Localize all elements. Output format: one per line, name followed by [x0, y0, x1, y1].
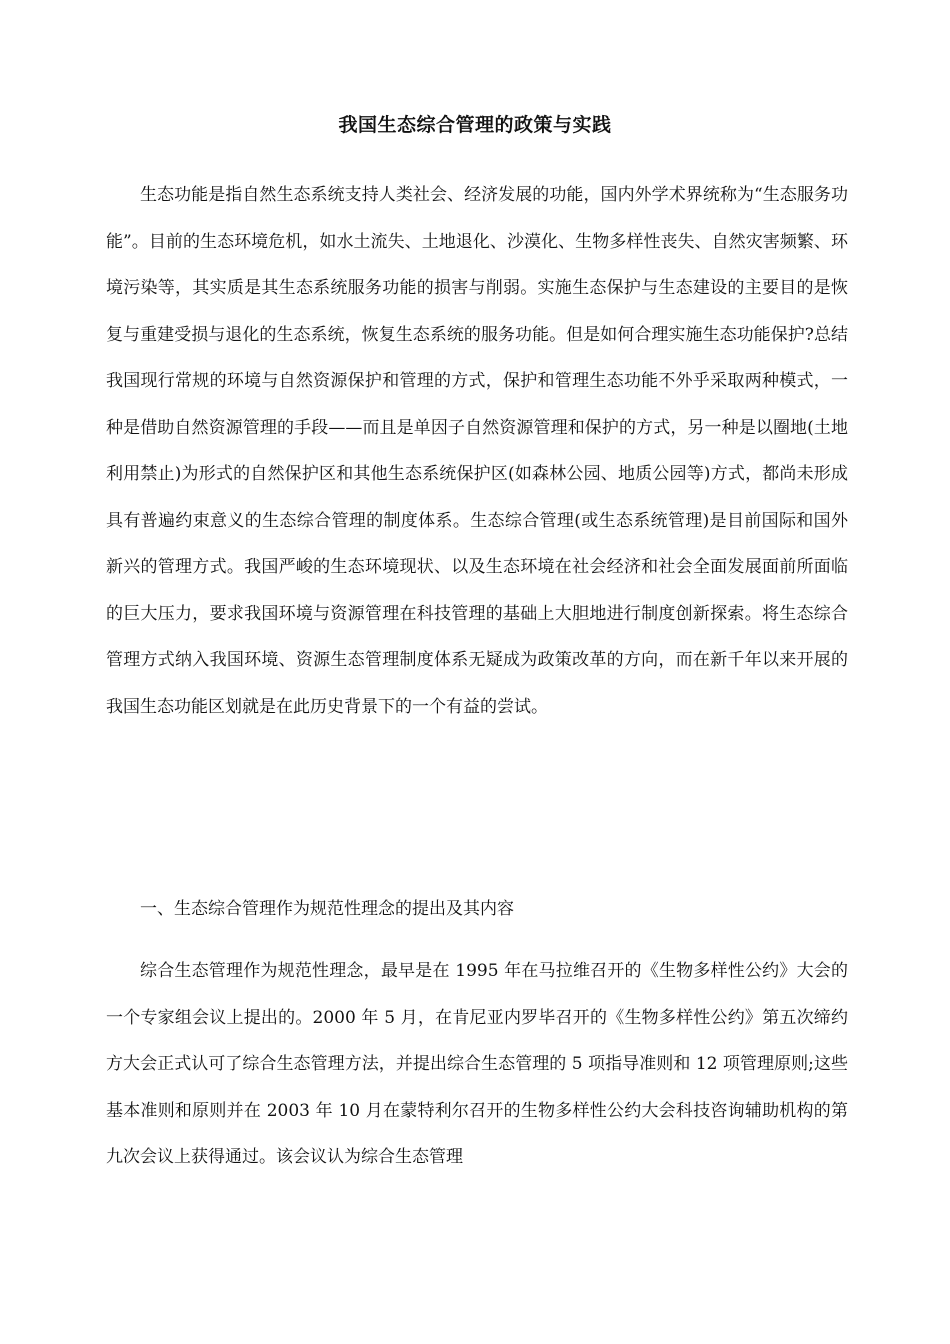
section-heading-1: 一、生态综合管理作为规范性理念的提出及其内容: [140, 899, 514, 919]
body-paragraph-section-1: 综合生态管理作为规范性理念，最早是在 1995 年在马拉维召开的《生物多样性公约》大会的一个专家组会议上提出的。2000 年 5 月，在肯尼亚内罗毕召开的《生物多样性公约》第五次缔约方大会正式认可了综合生态管理方法，并提出综合生态管理的 5 项指导准则和 12 项管理原则;这些基本准则和原则并在 2003 年 10 月在蒙特利尔召开的生物多样性公约大会科技咨询辅助机构的第九次会议上获得通过。该会议认为综合生态管理: [106, 961, 848, 1167]
body-paragraph-intro: 生态功能是指自然生态系统支持人类社会、经济发展的功能，国内外学术界统称为“生态服务功能”。目前的生态环境危机，如水土流失、土地退化、沙漠化、生物多样性丧失、自然灾害频繁、环境污染等，其实质是其生态系统服务功能的损害与削弱。实施生态保护与生态建设的主要目的是恢复与重建受损与退化的生态系统，恢复生态系统的服务功能。但是如何合理实施生态功能保护?总结我国现行常规的环境与自然资源保护和管理的方式，保护和管理生态功能不外乎采取两种模式，一种是借助自然资源管理的手段——而且是单因子自然资源管理和保护的方式，另一种是以圈地(土地利用禁止)为形式的自然保护区和其他生态系统保护区(如森林公园、地质公园等)方式，都尚未形成具有普遍约束意义的生态综合管理的制度体系。生态综合管理(或生态系统管理)是目前国际和国外新兴的管理方式。我国严峻的生态环境现状、以及生态环境在社会经济和社会全面发展面前所面临的巨大压力，要求我国环境与资源管理在科技管理的基础上大胆地进行制度创新探索。将生态综合管理方式纳入我国环境、资源生态管理制度体系无疑成为政策改革的方向，而在新千年以来开展的我国生态功能区划就是在此历史背景下的一个有益的尝试。: [106, 185, 848, 717]
document-title: 我国生态综合管理的政策与实践: [338, 114, 612, 136]
